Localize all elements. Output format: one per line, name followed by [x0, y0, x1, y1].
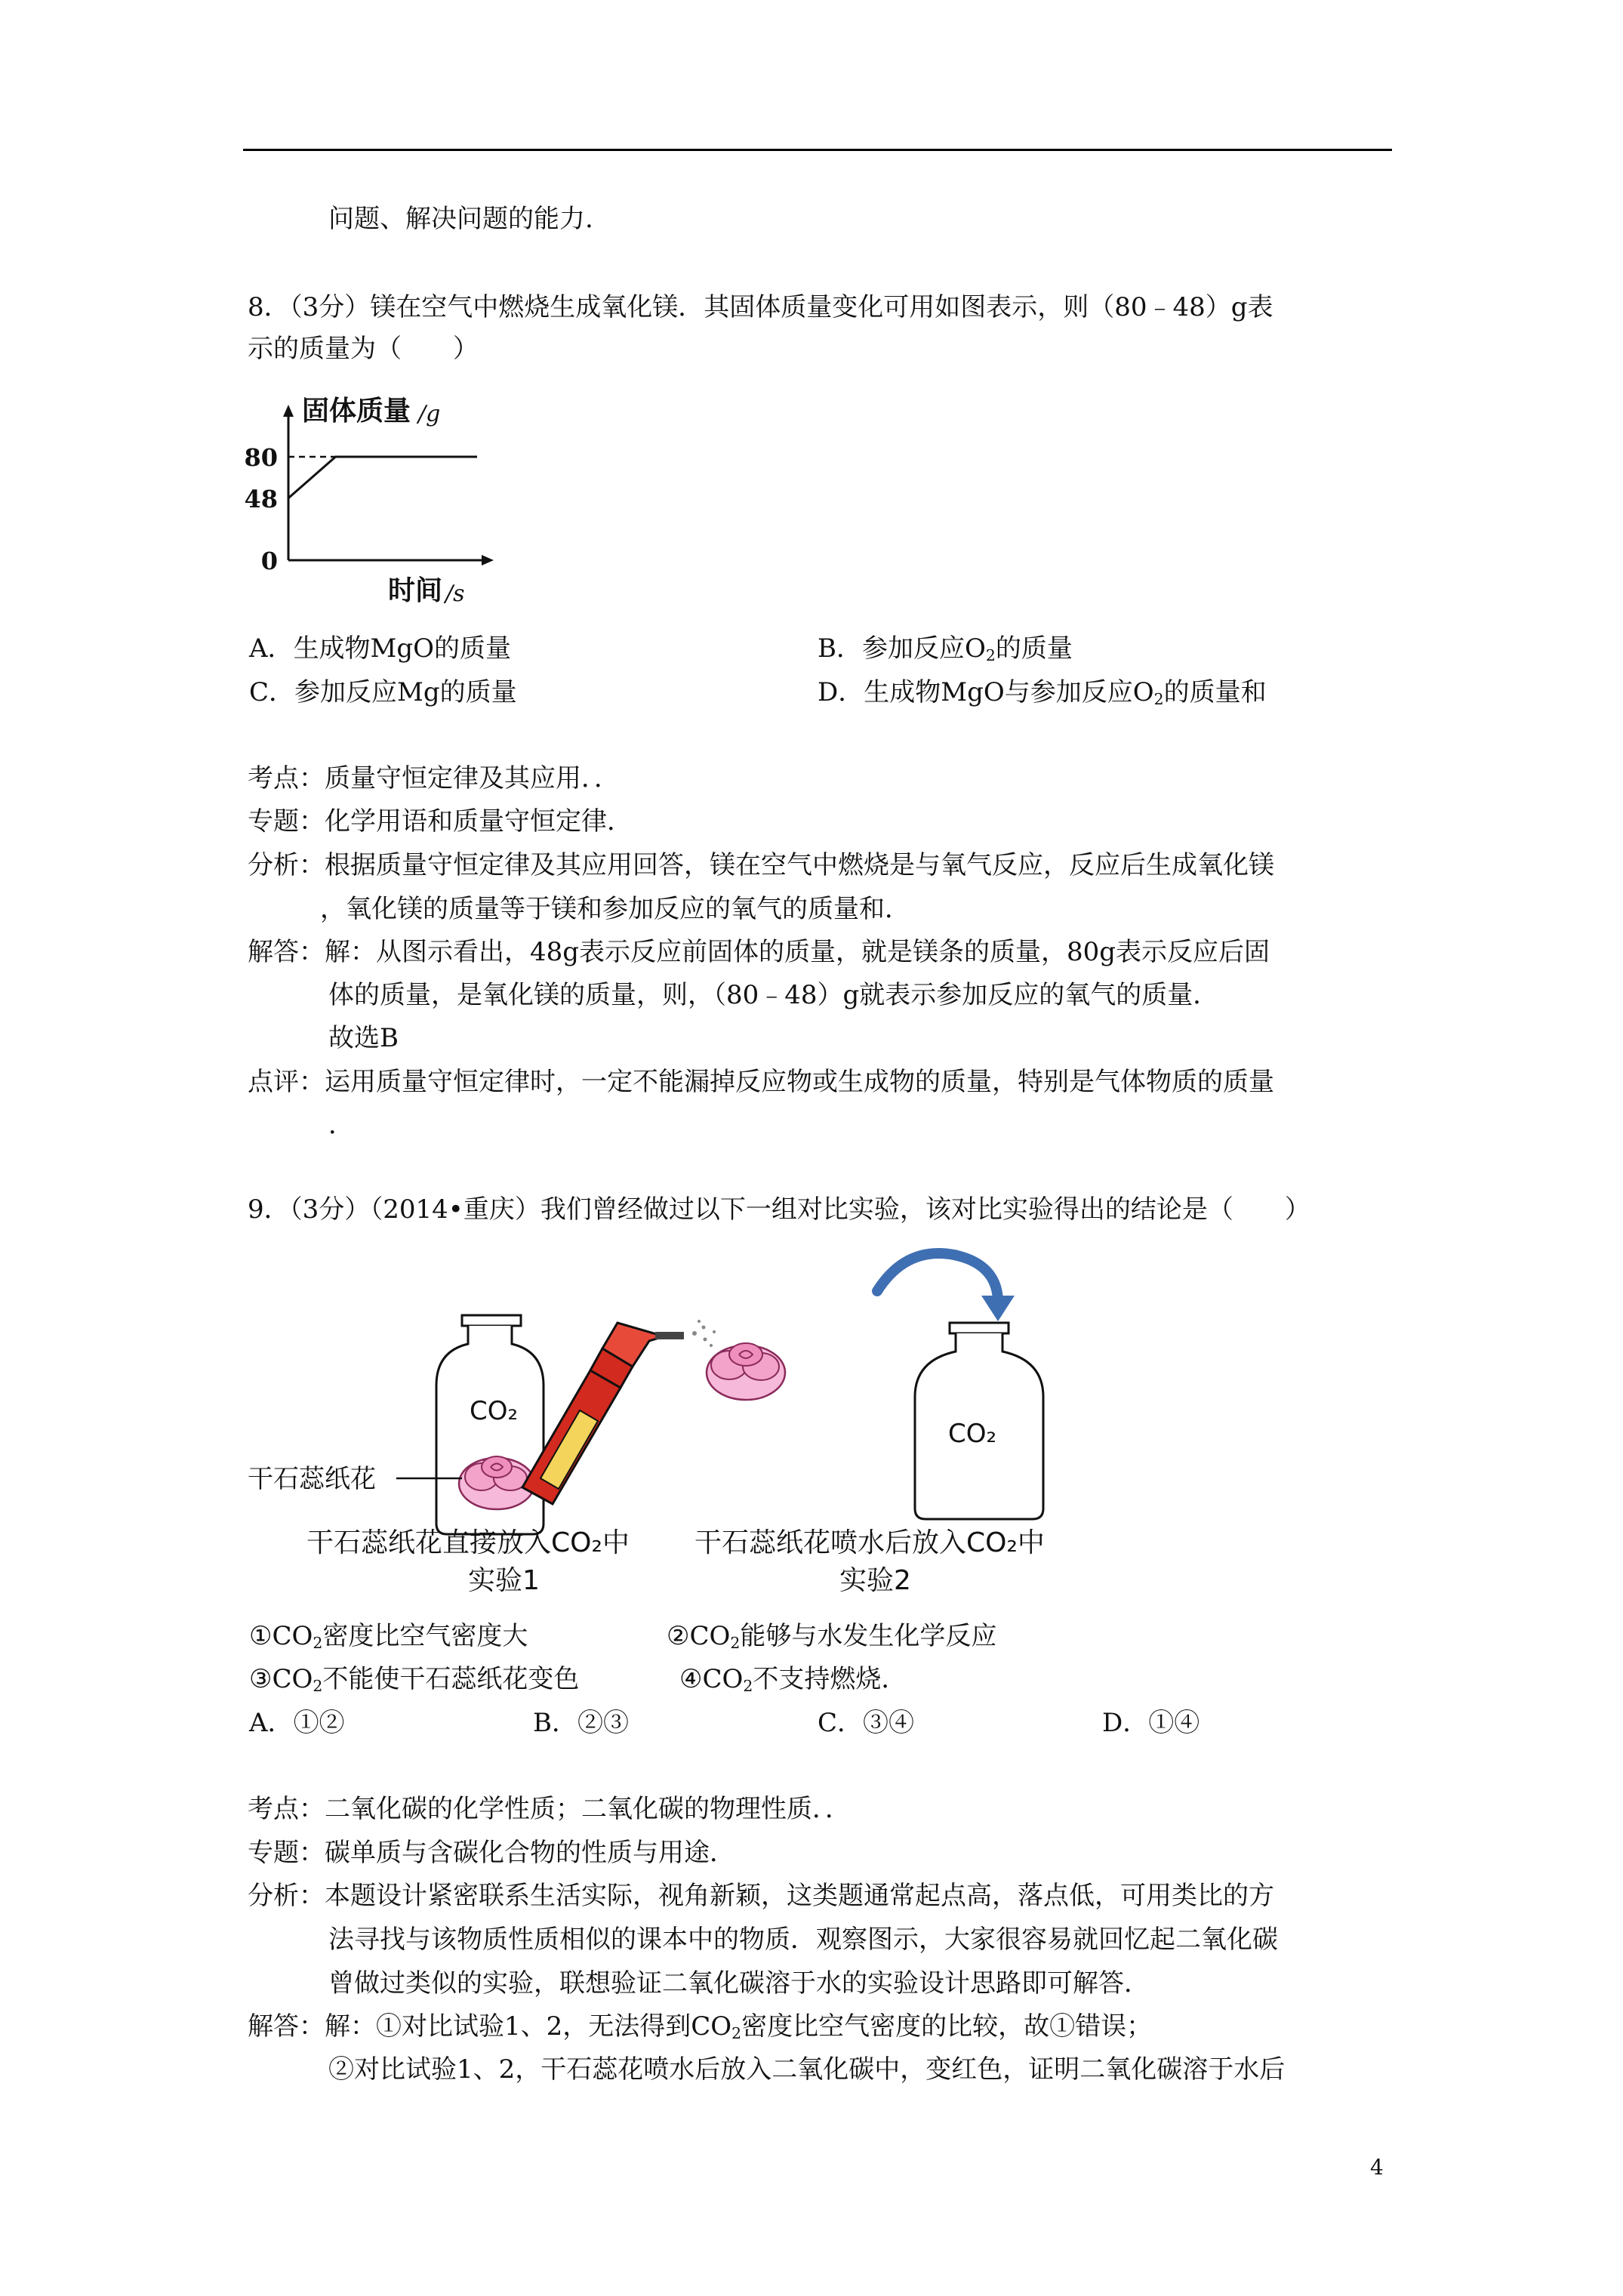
- series-line-solid-mass: [288, 457, 477, 498]
- exp2-jar-label: CO₂: [948, 1419, 997, 1449]
- q9-kaodian: 考点：二氧化碳的化学性质；二氧化碳的物理性质．．: [248, 1794, 851, 1824]
- exp1-caption: 干石蕊纸花直接放入CO₂中: [306, 1527, 630, 1558]
- q9-option-d[interactable]: D．①④: [1102, 1708, 1200, 1738]
- x-axis-arrow: [482, 555, 494, 566]
- spray-bottle-icon: [522, 1323, 684, 1504]
- page-number: 4: [1370, 2155, 1384, 2180]
- q9-statement-1: $①CO_2$密度比空气密度大: [249, 1621, 528, 1653]
- q9-stem: 9．（3分）（2014•重庆）我们曾经做过以下一组对比实验，该对比实验得出的结论是（ ）: [248, 1194, 1310, 1225]
- q8-option-d[interactable]: D．生成物MgO与参加反应$O_2$的质量和: [818, 677, 1267, 709]
- q8-fenxi-line2: ，氧化镁的质量等于镁和参加反应的氧气的质量和．: [320, 894, 910, 924]
- q8-jieda-line1: 解答：解：从图示看出，48g表示反应前固体的质量，就是镁条的质量，80g表示反应后固: [248, 937, 1270, 967]
- q8-jieda-line3: 故选B: [328, 1023, 399, 1053]
- q9-statement-3: $③CO_2$不能使干石蕊纸花变色: [249, 1664, 580, 1696]
- exp2-litmus-flower-icon: [707, 1343, 785, 1400]
- q9-statement-4: $④CO_2$不支持燃烧．: [679, 1664, 907, 1696]
- q8-stem-line2: 示的质量为（ ）: [248, 334, 479, 364]
- q9-experiment-figure: [242, 1238, 1110, 1608]
- q9-option-c[interactable]: C．③④: [818, 1708, 915, 1738]
- q8-jieda-line2: 体的质量，是氧化镁的质量，则，（80﹣48）g就表示参加反应的氧气的质量．: [328, 980, 1219, 1010]
- header-rule: [243, 149, 1392, 151]
- y-tick-label: 0: [260, 547, 278, 575]
- x-axis-title: 时间: [388, 575, 443, 606]
- q9-jieda-line1: 解答：解：①对比试验1、2，无法得到$CO_2$密度比空气密度的比较，故①错误；: [248, 2011, 1153, 2043]
- q8-option-a[interactable]: A．生成物MgO的质量: [249, 633, 512, 664]
- q9-jieda-line2: ②对比试验1、2，干石蕊花喷水后放入二氧化碳中，变红色，证明二氧化碳溶于水后: [328, 2054, 1286, 2085]
- x-axis-unit: /s: [445, 581, 465, 607]
- curved-arrow-icon: [877, 1253, 1015, 1321]
- q8-option-c[interactable]: C．参加反应Mg的质量: [249, 677, 517, 707]
- q8-dianping-line1: 点评：运用质量守恒定律时，一定不能漏掉反应物或生成物的质量，特别是气体物质的质量: [248, 1067, 1274, 1097]
- q8-zhuanti: 专题：化学用语和质量守恒定律．: [248, 806, 633, 837]
- y-axis-arrow: [283, 405, 294, 417]
- q9-option-a[interactable]: A．①②: [249, 1708, 345, 1738]
- q8-fenxi-line1: 分析：根据质量守恒定律及其应用回答，镁在空气中燃烧是与氧气反应，反应后生成氧化镁: [248, 850, 1274, 880]
- q9-zhuanti: 专题：碳单质与含碳化合物的性质与用途．: [248, 1838, 735, 1868]
- q9-option-b[interactable]: B．②③: [533, 1708, 629, 1738]
- y-axis-title: 固体质量: [302, 396, 411, 427]
- exp1-litmus-flower-icon: [459, 1456, 534, 1509]
- flower-label: 干石蕊纸花: [248, 1464, 376, 1494]
- q8-option-b[interactable]: B．参加反应$O_2$的质量: [818, 633, 1073, 665]
- q9-statement-2: $②CO_2$能够与水发生化学反应: [667, 1621, 997, 1653]
- y-axis-unit: /g: [418, 401, 441, 427]
- q9-fenxi-line2: 法寻找与该物质性质相似的课本中的物质．观察图示，大家很容易就回忆起二氧化碳: [328, 1925, 1278, 1955]
- q9-fenxi-line3: 曾做过类似的实验，联想验证二氧化碳溶于水的实验设计思路即可解答．: [328, 1968, 1150, 1999]
- q8-mass-time-chart: [234, 385, 521, 612]
- y-tick-label: 80: [244, 443, 278, 472]
- prev-answer-tail: 问题、解决问题的能力.: [328, 204, 593, 234]
- q8-dianping-line2: ．: [328, 1110, 354, 1140]
- q8-kaodian: 考点：质量守恒定律及其应用．．: [248, 763, 620, 794]
- spray-mist: [692, 1320, 716, 1347]
- q8-stem-line1: 8．（3分）镁在空气中燃烧生成氧化镁．其固体质量变化可用如图表示，则（80﹣48）g表: [248, 292, 1273, 322]
- exp1-jar-label: CO₂: [470, 1396, 519, 1426]
- exp2-name: 实验2: [839, 1565, 911, 1596]
- exp2-caption: 干石蕊纸花喷水后放入CO₂中: [694, 1527, 1045, 1558]
- y-tick-label: 48: [244, 484, 278, 513]
- exp1-name: 实验1: [468, 1565, 540, 1596]
- q9-fenxi-line1: 分析：本题设计紧密联系生活实际，视角新颖，这类题通常起点高，落点低，可用类比的方: [248, 1881, 1274, 1911]
